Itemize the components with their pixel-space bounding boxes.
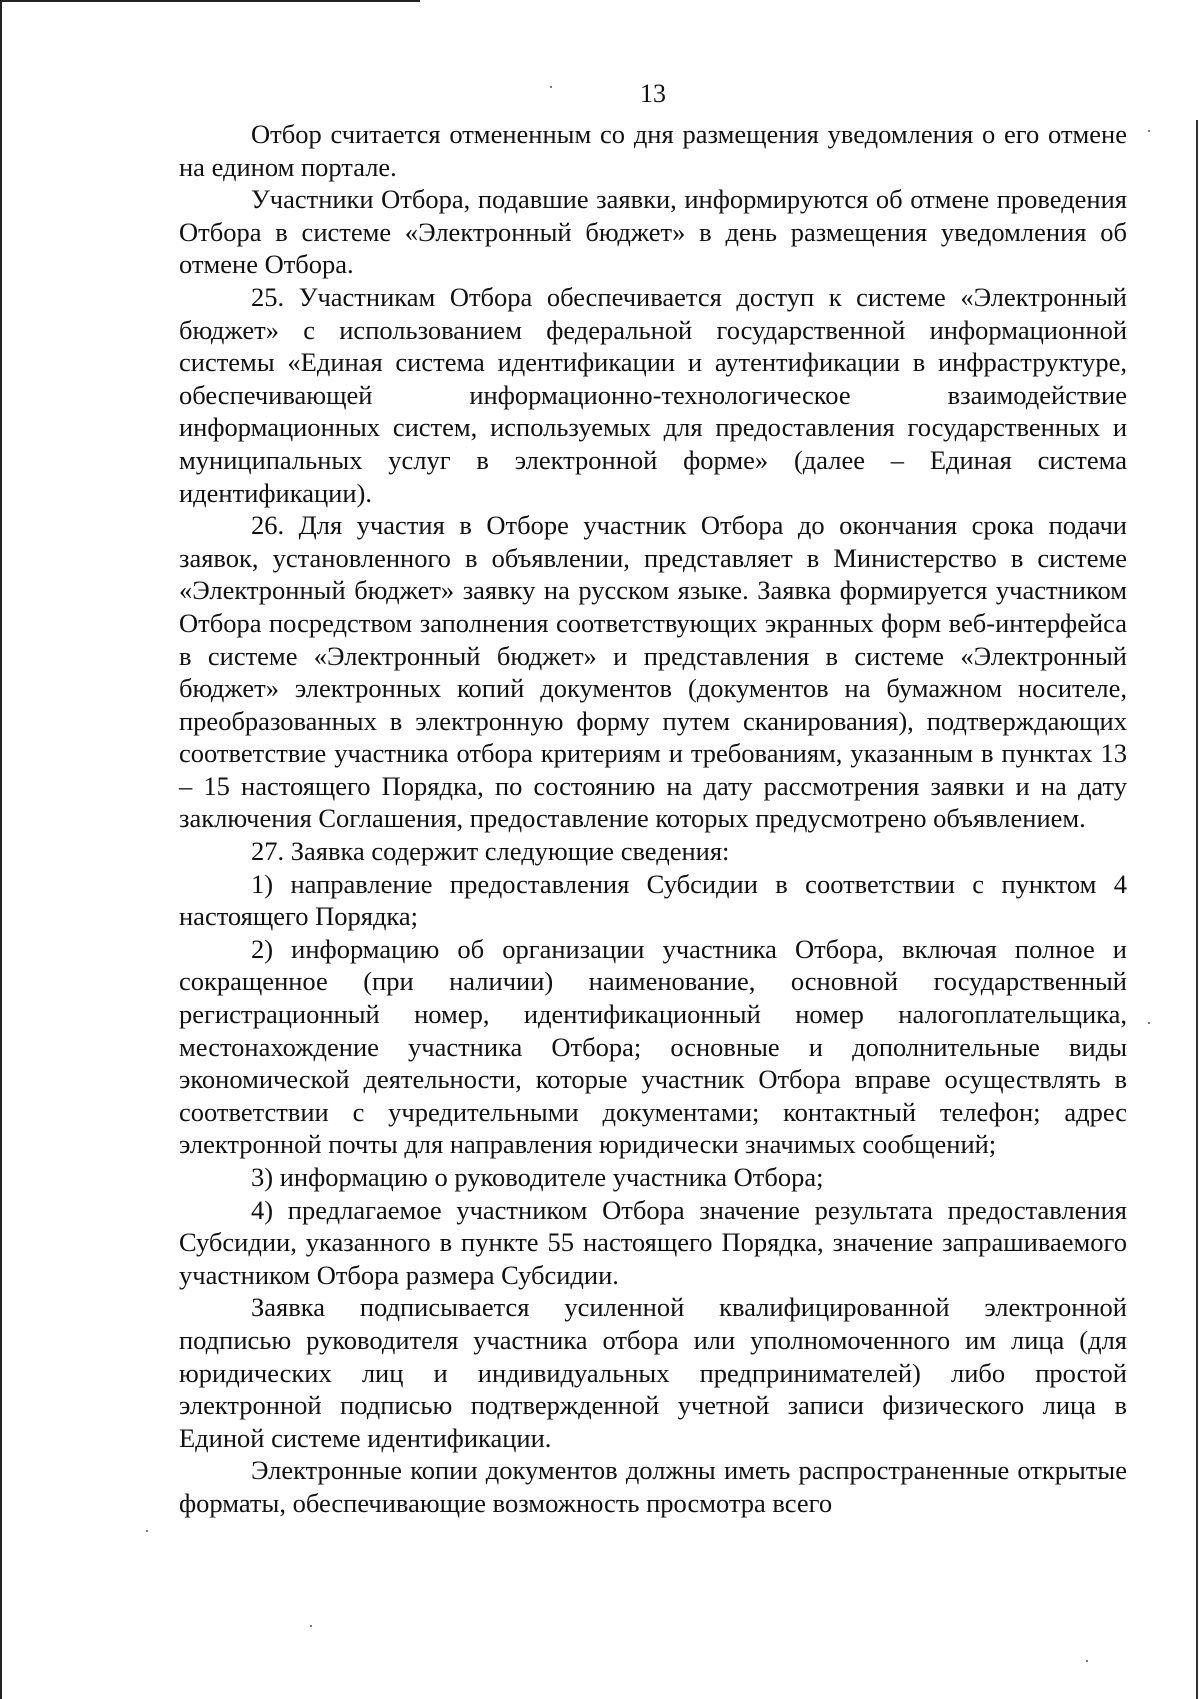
scan-edge-top — [0, 0, 420, 2]
scan-speck — [146, 1530, 148, 1532]
scan-edge-right — [1196, 120, 1198, 1699]
page-number: 13 — [640, 79, 666, 108]
scan-speck — [1086, 1660, 1088, 1662]
scan-speck — [1148, 130, 1150, 132]
paragraph-selection-cancelled: Отбор считается отмененным со дня размещения уведомления о его отмене на едином портале. — [179, 119, 1127, 182]
scan-speck — [550, 86, 552, 88]
paragraph-participants-informed: Участники Отбора, подавшие заявки, информируются об отмене проведения Отбора в системе «Электронный бюджет» в день размещения уведомления об отмене Отбора. — [179, 184, 1127, 280]
scan-speck — [310, 1625, 312, 1627]
list-item-4: 4) предлагаемое участником Отбора значение результата предоставления Субсидии, указанного в пункте 55 настоящего Порядка, значение запрашиваемого участником Отбора размера Субсидии. — [179, 1194, 1127, 1290]
paragraph-application-signature: Заявка подписывается усиленной квалифицированной электронной подписью руководителя участника отбора или уполномоченного им лица (для юридических лиц и индивидуальных предпринимателей) либо простой электронной подписью подтвержденной учетной записи физического лица в Единой системе идентификации. — [179, 1292, 1127, 1453]
paragraph-electronic-copies: Электронные копии документов должны иметь распространенные открытые форматы, обеспечивающие возможность просмотра всего — [179, 1455, 1127, 1518]
list-item-2: 2) информацию об организации участника Отбора, включая полное и сокращенное (при наличии) наименование, основной государственный регистрационный номер, идентификационный номер налогоплательщика, местонахождение участника Отбора; основные и дополнительные виды экономической деятельности, которые участник Отбора вправе осуществлять в соответствии с учредительными документами; контактный телефон; адрес электронной почты для направления юридически значимых сообщений; — [179, 933, 1127, 1160]
scan-edge-left — [0, 0, 2, 1699]
list-item-3: 3) информацию о руководителе участника Отбора; — [251, 1162, 824, 1192]
paragraph-clause-25: 25. Участникам Отбора обеспечивается доступ к системе «Электронный бюджет» с использованием федеральной государственной информационной системы «Единая система идентификации и аутентификации в инфраструктуре, обеспечивающей информационно-технологическое взаимодействие информационных систем, используемых для предоставления государственных и муниципальных услуг в электронной форме» (далее – Единая система идентификации). — [179, 281, 1127, 508]
paragraph-clause-27: 27. Заявка содержит следующие сведения: — [251, 836, 730, 867]
paragraph-clause-26: 26. Для участия в Отборе участник Отбора до окончания срока подачи заявок, установленного в объявлении, представляет в Министерство в системе «Электронный бюджет» заявку на русском языке. Заявка формируется участником Отбора посредством заполнения соответствующих экранных форм веб-интерфейса в системе «Электронный бюджет» и представления в системе «Электронный бюджет» электронных копий документов (документов на бумажном носителе, преобразованных в электронную форму путем сканирования), подтверждающих соответствие участника отбора критериям и требованиям, указанным в пунктах 13 – 15 настоящего Порядка, по состоянию на дату рассмотрения заявки и на дату заключения Соглашения, предоставление которых предусмотрено объявлением. — [179, 510, 1127, 834]
scan-speck — [1148, 1022, 1150, 1024]
list-item-1: 1) направление предоставления Субсидии в соответствии с пунктом 4 настоящего Порядка; — [179, 868, 1127, 932]
document-body — [179, 118, 1127, 1520]
